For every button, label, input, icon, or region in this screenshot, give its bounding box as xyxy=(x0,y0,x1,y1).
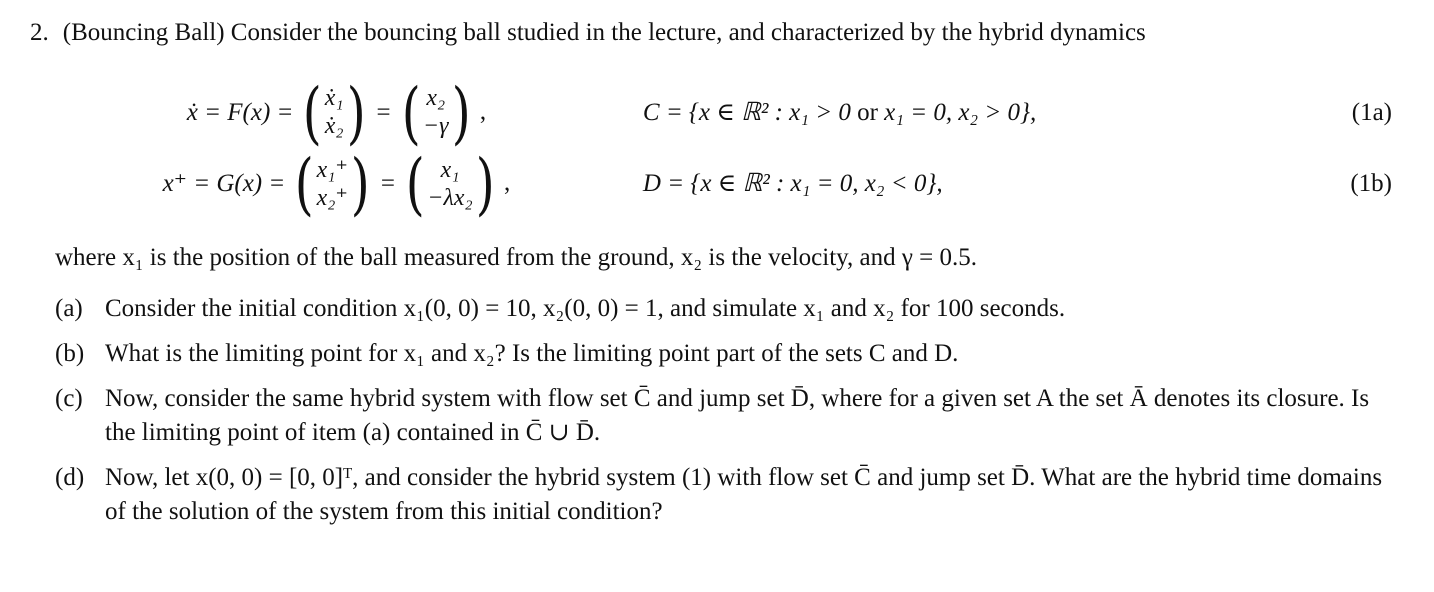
subquestion-c xyxy=(55,382,1392,450)
item-text-a: Consider the initial condition x₁(0, 0) = 10, x₂(0, 0) = 1, and simulate x₁ and x₂ for 100 seconds. xyxy=(105,295,1066,323)
where-clause: where x₁ is the position of the ball measured from the ground, x₂ is the velocity, and γ = 0.5. xyxy=(55,243,978,271)
item-text-d: Now, let x(0, 0) = [0, 0]ᵀ, and consider the hybrid system (1) with flow set C̄ and jump set D̄. What are the hybrid time domains of the solution of the system from this initial condition? xyxy=(105,464,1383,526)
open-paren: ( xyxy=(303,72,323,152)
item-text-c: Now, consider the same hybrid system with flow set C̄ and jump set D̄, where for a given set A the set Ā denotes its closure. Is the limiting point of item (a) contained in C̄ ∪ D̄. xyxy=(105,385,1370,447)
vector-entry-top: x₂ xyxy=(426,85,446,112)
trailing-comma: , xyxy=(503,169,511,197)
equation-number-1a: (1a) xyxy=(1351,98,1392,126)
equation-number-1b: (1b) xyxy=(1350,169,1392,197)
close-paren: ) xyxy=(350,144,370,224)
vector-entry-bottom: ẋ₂ xyxy=(324,113,344,140)
state-derivative-vector xyxy=(302,72,366,152)
subquestions-list xyxy=(55,292,1392,529)
open-paren: ( xyxy=(405,144,425,224)
open-paren: ( xyxy=(401,72,421,152)
problem-intro: (Bouncing Ball) Consider the bouncing ball studied in the lecture, and characterized by the hybrid dynamics xyxy=(62,19,1146,46)
trailing-comma: , xyxy=(479,97,487,125)
close-paren: ) xyxy=(451,72,471,152)
jump-map-lhs xyxy=(30,144,643,224)
item-text-b: What is the limiting point for x₁ and x₂? Is the limiting point part of the sets C and D. xyxy=(105,340,959,368)
item-label-a: (a) xyxy=(55,295,83,323)
or-word: or xyxy=(857,98,878,126)
vector-entry-bottom: −γ xyxy=(423,113,449,140)
close-paren: ) xyxy=(346,72,366,152)
open-paren: ( xyxy=(294,144,314,224)
item-label-c: (c) xyxy=(55,385,83,413)
vector-entry-top: x₁⁺ xyxy=(316,156,348,183)
equations-block xyxy=(30,72,1392,224)
vector-entry-bottom: −λx₂ xyxy=(427,184,473,211)
problem-header xyxy=(30,16,1392,50)
vector-entry-bottom: x₂⁺ xyxy=(316,184,348,211)
jump-set-definition: D = {x ∈ ℝ² : x₁ = 0, x₂ < 0}, xyxy=(642,169,943,197)
equation-1b xyxy=(30,144,1392,224)
flow-set-definition: C = {x ∈ ℝ² : x₁ > 0 or x₁ = 0, x₂ > 0}, xyxy=(642,98,1037,126)
equation-1a xyxy=(30,72,1392,152)
jump-map-prefix: x⁺ = G(x) = xyxy=(162,169,286,197)
subquestion-b xyxy=(55,337,1392,371)
close-paren: ) xyxy=(475,144,495,224)
equals-sign: = xyxy=(374,98,392,126)
subquestion-d xyxy=(55,461,1392,529)
item-label-b: (b) xyxy=(55,340,85,368)
item-label-d: (d) xyxy=(55,464,85,492)
flow-map-lhs xyxy=(30,72,643,152)
flow-map-prefix: ẋ = F(x) = xyxy=(186,98,294,126)
post-jump-vector xyxy=(294,144,370,224)
reset-vector xyxy=(405,144,495,224)
flow-vector xyxy=(401,72,471,152)
vector-entry-top: ẋ₁ xyxy=(324,85,344,112)
equals-sign: = xyxy=(379,169,397,197)
subquestion-a xyxy=(55,292,1392,326)
vector-entry-top: x₁ xyxy=(440,156,460,183)
problem-number: 2. xyxy=(30,19,49,46)
